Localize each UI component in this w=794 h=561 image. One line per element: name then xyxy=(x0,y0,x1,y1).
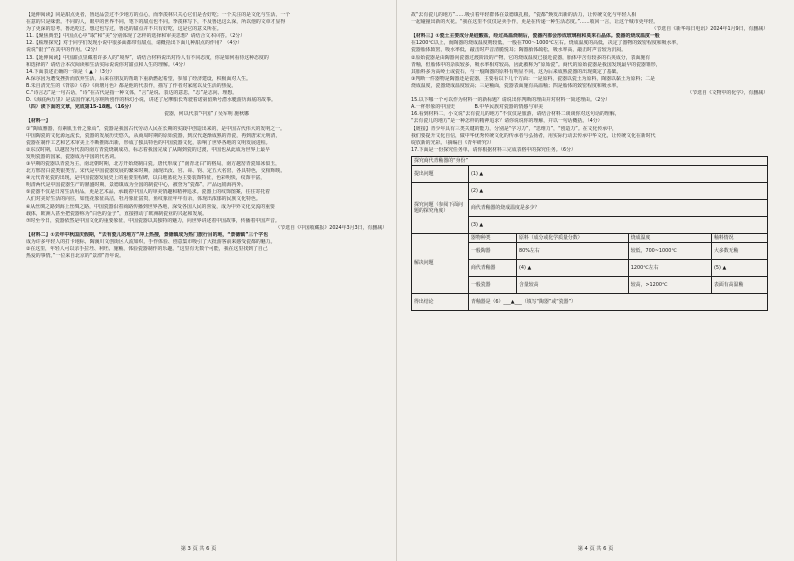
row-label-solve: 解决问题 xyxy=(412,233,469,293)
right-text-block xyxy=(411,12,768,154)
text-line: 16.看到材料二，小文说“去有瓷儿的地方”不仅仅是旅游，请结合材料二谈谈你对这句话的理解， xyxy=(411,111,620,118)
text-line: 烧成温度，瓷器烧成温度较高；三是釉面，瓷器表面施有高温釉；四是胎体的致密程度和吸水率。 xyxy=(411,82,622,89)
table-cell: 一般陶器 xyxy=(468,242,516,259)
text-line: 热爱的事情。”一位来自北京的“景漂”青年说。 xyxy=(26,253,125,260)
table-cell: 较高，>1200℃ xyxy=(628,276,711,293)
text-line: （节选自《文物中的化学》，有删减） xyxy=(687,90,768,97)
table-cell: 大多数无釉 xyxy=(711,242,767,259)
table-cell: 一般瓷器 xyxy=(468,276,516,293)
text-line: 【材料二】①去年中秋国庆假期，“去有瓷儿的地方”冲上热搜，景德镇成为热门旅行目的地，“景德镇”三个字也 xyxy=(26,231,268,238)
text-line: ②原始瓷器是由陶器向瓷器过渡阶段的产物，它的烧成温度已接近瓷器，胎体中含有较多的石英成分，表面施有 xyxy=(411,54,651,61)
text-line: 人们对美好生活的向往，如莲花象征高洁，牡丹象征富贵，鱼纹象征年年有余，体现出浓郁的民族文化特色。 xyxy=(26,196,261,203)
left-text-block xyxy=(26,12,387,260)
text-line: 在1200℃以上，而陶器的烧成温度则较低，一般在700～1000℃左右。烧成温度的高低，决定了器物的致密程度和吸水率， xyxy=(411,40,682,47)
text-line: （节选自《新华每日电讯》2024年1月9日，有删减） xyxy=(651,26,768,33)
row-label-question: 提出问题 xyxy=(412,165,469,182)
text-line: 15.以下哪一个可以作为材料一的新标题？请说出你判断的理由并对材料一简述理由。（2分） xyxy=(411,97,611,104)
row-label-conclusion: 得出结论 xyxy=(412,293,469,310)
text-line: 17.下面是一份探究任务单，请你根据材料三完成表格中的探究任务。（6分） xyxy=(411,146,576,153)
text-line: ③判断一件器物是陶器还是瓷器，主要看以下几个方面：一是原料，瓷器以瓷土为原料，陶器以黏土为原料；二是 xyxy=(411,75,656,82)
text-line: B.朱自清先生的《背影》《春》《荷塘月色》都是他的代表作，描写了作者对家庭以及生活的热爱。 xyxy=(26,82,237,89)
text-line: C.“诗言志”是一句古话，“诗”在古代是指一种文体，“言”是说、表达的意思，“志”是志向、理想。 xyxy=(26,90,238,97)
row-label-explore: 探究问题（参阅下面问题的探究角度） xyxy=(412,182,469,233)
table-title: 探究商代青釉器的“身份” xyxy=(412,156,768,165)
text-line: ②在这里，年轻人可以亲手拉坯、利坯、施釉，体验瓷器制作的乐趣。“这里有无数个可能，我在这里找到了自己 xyxy=(26,246,268,253)
table-cell: 较低，700~1000℃ xyxy=(628,242,711,259)
answer-blank-4[interactable]: (4) ▲ xyxy=(516,259,628,276)
text-line: （四）读下面的文章，完成第15-18题。（16分） xyxy=(26,104,135,111)
text-line: 瓷器在制作工艺和艺术审美上不断推陈出新，形成了独具特色的中国瓷器文化，影响了世界各地的文明发展进程。 xyxy=(26,139,271,146)
text-line: 明清两代是中国瓷器生产的鼎盛时期，景德镇成为全国的制瓷中心，被誉为“瓷都”，产品远销海内外。 xyxy=(26,182,247,189)
col-header-temperature: 烧成温度 xyxy=(628,233,711,242)
answer-blank-3[interactable]: (3) ▲ xyxy=(468,216,767,233)
text-line: 11.【聚焦典型】中国点心中“取”和“美”分别体现了怎样的选择和审美思想？请结合文本回答。（2分） xyxy=(26,33,246,40)
text-line: （节选自《中国收藏报》2024年3月3日，有删减） xyxy=(275,224,387,231)
text-line: 14.下面表述正确的一项是（ ▲ ）（3分） xyxy=(26,68,115,75)
text-line: 【材料三】①瓷土主要成分是硅酸盐，经过高温烧制后，瓷器内部会形成玻璃相和莫来石晶体。瓷器的烧成温度一般 xyxy=(411,33,660,40)
answer-blank-5[interactable]: (5) ▲ xyxy=(711,259,767,276)
text-line: 其胎料多为高岭土或瓷石，与一般陶器的原料有明显不同，这为后来成熟瓷器的出现奠定了基础。 xyxy=(411,68,622,75)
text-line: 【链接】青少年具有三类关键的能力，分别是“学习力”，“思维力”，“创造力”。在文化传承中， xyxy=(411,125,617,132)
text-line: ③早期的瓷器以青瓷为主，南北朝时期，北方开始烧制白瓷。唐代形成了“南青北白”的格局，南方越窑青瓷如冰似玉， xyxy=(26,160,280,167)
text-line: 故“去有瓷儿的地方”……吸引着年轻群体在景德镇扎根，“瓷都”焕发出新的活力，让传统文化与年轻人相 xyxy=(411,12,637,18)
answer-blank-2[interactable]: (2) ▲ xyxy=(468,182,767,199)
table-cell: 表面有高温釉 xyxy=(711,276,767,293)
text-line: 一起碰撞出新的火花。“我在这里不仅仅是卖手作，更是在传递一种生活态度。”……收回一言，让这个城市更年轻。 xyxy=(411,19,659,26)
text-line: ④元代青花瓷的出现，是中国瓷器发展史上的重要里程碑，以白地蓝花为主要装饰特征，色彩明快，纹饰丰富， xyxy=(26,175,266,182)
col-header-type: 器物种类 xyxy=(468,233,516,242)
text-line: 12.【梳理探究】对于同学们发现小说中很多面都带有甜点，请概括出下面几种甜点的作用？（4分） xyxy=(26,40,243,47)
text-line: 为了更深的思考，鲁迅吃过、想过也写过，鲁迅的甜点并不只有好吃，这是它的意义所在。 xyxy=(26,26,222,33)
answer-blank-6[interactable]: 青釉器是（6）___▲___（填写“陶器”或“瓷器”） xyxy=(468,293,767,310)
text-line: ⑦时至今日，瓷器依然是中国文化的重要象征，中国瓷器以其独特的魅力，向世界讲述着中国故事，传播着中国声音。 xyxy=(26,217,280,224)
text-line: 中国陶瓷的文化源远流长，瓷器的发展历史悠久，从商周时期的原始瓷器，到汉代逐渐成熟的青瓷，再到唐宋元明清， xyxy=(26,132,281,139)
text-line: ②东汉时期，以越窑为代表的南方青瓷烧制成功，标志着我国完成了从陶到瓷的过渡，中国也从此成为世界上最早 xyxy=(26,146,271,153)
table-cell: 80%左右 xyxy=(516,242,628,259)
text-line: “去有瓷儿的地方”是一种怎样的精神追求？请你说说你的理解，并以一句话概括。（4分） xyxy=(411,118,603,125)
text-line: 在意的只是味蕾。不同的人，眼中的世界不同，笔下的甜点也不同。季羡林写下，不及鲁迅这么深，所以他的文章才显得 xyxy=(26,19,286,26)
text-line: ①“陶成雅器，有素肌玉骨之象焉”，瓷器是我国古代劳动人民在长期的实践中创造出来的，是中国古代伟大的发明之一。 xyxy=(26,125,285,132)
text-line: A.保尔因为遭受挫折而放弃生活，后来在朋友的帮助下重新燃起希望，参加了经济建设，积极面对人生。 xyxy=(26,75,251,82)
text-line: 13.【延伸阅读】中国甜点里藏着许多人的“境界”，请结合材料说出对待人有不同态度，你是如何看待这种态度的 xyxy=(26,54,269,61)
text-line: 【延伸阅读】同是甜点更者，鲁迅品尝过不少地方的点心，而季羡林只关心它们是否好吃；一个关注的是文化与生活，一个 xyxy=(26,12,291,18)
text-line: 瓷器胎体致密，吸水率低，敲击时声音清脆悦耳；陶器胎体疏松，吸水率高，敲击时声音较为沉闷。 xyxy=(411,47,627,54)
table-cell: 商代青釉器 xyxy=(468,259,516,276)
text-line: 瓷器，何以代表“中国” / 吴军明 施秋娜 xyxy=(164,111,249,118)
text-line: 成为许多年轻人的打卡地标，陶溪川文创街区人流如织，手作体验、创意集市吸引了大批游客前来感受瓷都的魅力。 xyxy=(26,239,276,245)
right-page xyxy=(397,0,794,561)
explore-question: 商代青釉器的烧成温度是多少？ xyxy=(468,199,767,216)
text-line: 和选择的？请结合本次阅读和生活实际说说你对甜点和人生的理解。（4分） xyxy=(26,61,189,68)
text-line: A.一杯形象的中国史 B.中华民族对瓷器的情感与审美 xyxy=(411,104,543,111)
text-line: ⑤瓷器不仅是日常生活用品，更是艺术品，承载着中国人的审美情趣和精神追求。瓷器上的纹饰图案，往往寄托着 xyxy=(26,189,271,196)
text-line: 发明瓷器的国家，瓷器成为中国的代名词。 xyxy=(26,153,119,160)
table-cell: 1200℃左右 xyxy=(628,259,711,276)
col-header-material: 原料（成分或化学质量分数） xyxy=(516,233,628,242)
left-page-footer: 第 3 页 共 6 页 xyxy=(180,545,217,552)
text-line: 绽放新的光彩。（摘编自《青年研究》） xyxy=(411,139,495,146)
text-line: 说说“银子”在其中的作用。（2分） xyxy=(26,47,101,54)
table-cell: 含量较高 xyxy=(516,276,628,293)
answer-blank-1[interactable]: (1) ▲ xyxy=(468,165,767,182)
text-line: 青釉，但胎体中的杂质较多，吸水率相对较高，因此被称为“原始瓷”。商代的原始瓷器是我国发现最早的瓷器雏形， xyxy=(411,61,661,68)
text-line: 载体，欧洲人甚至把瓷器称为“白色的金子”，直接推动了欧洲制瓷业的兴起和发展。 xyxy=(26,210,208,217)
text-line: ⑥从丝绸之路到海上丝绸之路，中国瓷器沿着商路传播到世界各地，深受各国人民的喜爱，成为中外文化交流的重要 xyxy=(26,203,275,210)
text-line: D.《海底两万里》是法国作家凡尔纳所创作的科幻小说，讲述了尼摩船长驾驶着诺第留斯号潜水艇游历海底的故事。 xyxy=(26,97,276,104)
col-header-glaze: 釉料情况 xyxy=(711,233,767,242)
inquiry-table xyxy=(411,156,768,311)
text-line: 北方邢窑白瓷类银类雪。宋代是中国瓷器发展的繁荣时期，涌现出汝、官、哥、钧、定五大名窑，各具特色，交相辉映。 xyxy=(26,168,286,175)
text-line: 我们要提升文化自信，做中华优秀传统文化的传承者与弘扬者，用实际行动去传承中华文化，让传统文化在新时代 xyxy=(411,132,656,139)
right-page-footer: 第 4 页 共 6 页 xyxy=(577,545,614,552)
text-line: 【材料一】 xyxy=(26,118,51,125)
